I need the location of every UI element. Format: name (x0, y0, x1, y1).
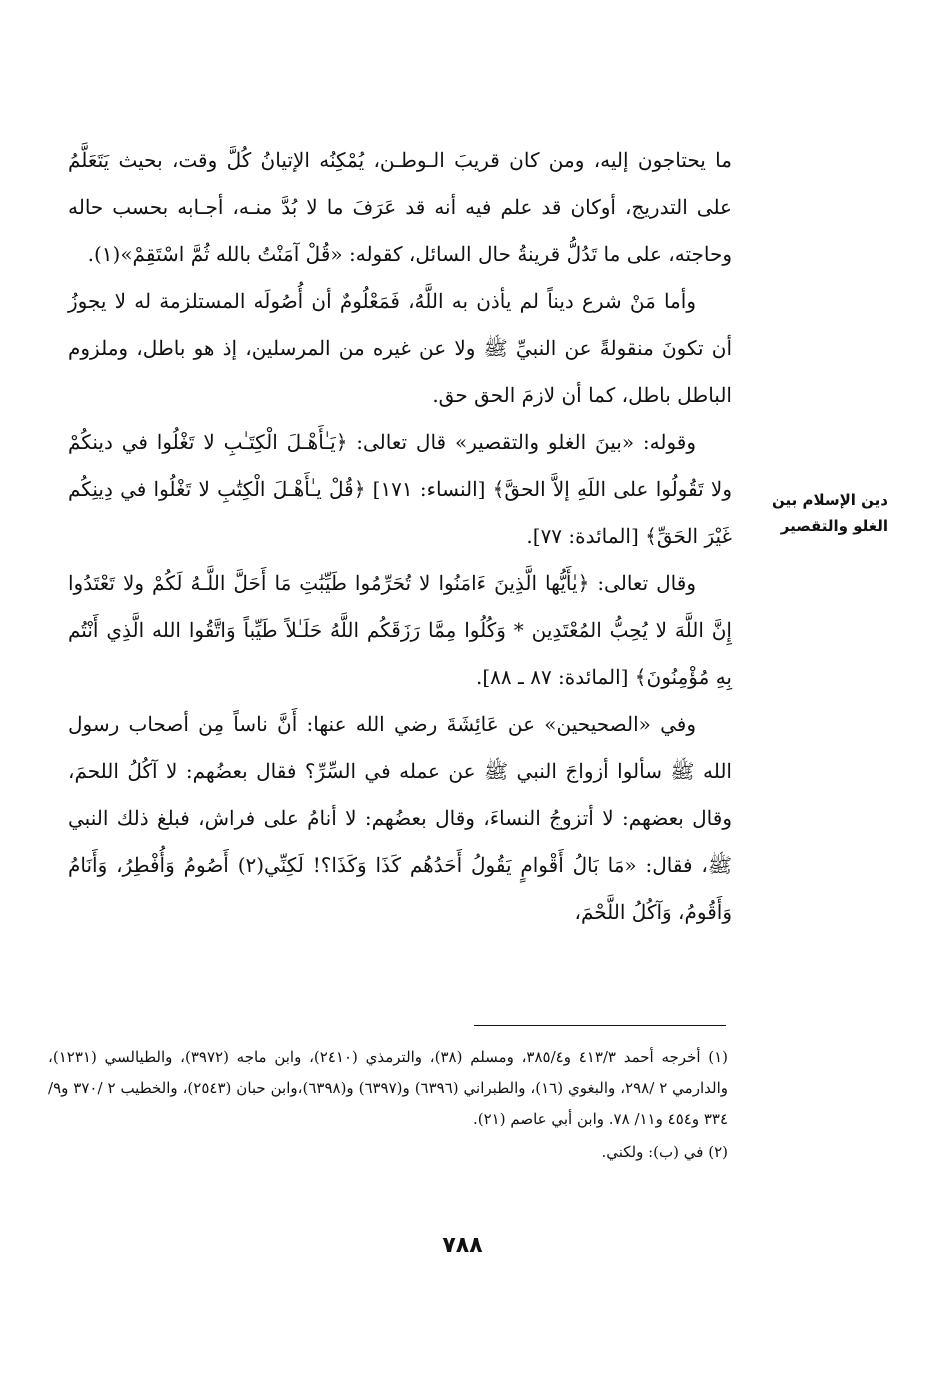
footnote-divider (474, 1025, 726, 1026)
paragraph-4: وقال تعالى: ﴿يٰأَيُّها الَّذِينَ ءَامَنُوا لا تُحَرِّمُوا طَيِّبَٰتِ مَا أَحَلَّ اللَّـهُ لَكُمْ ولا تَعْتَدُوا إِنَّ اللَّهَ لا يُحِبُّ المُعْتَدِين * وَكُلُوا مِمَّا رَزَقَكُم اللَّهُ حَلَـٰلاً طَيِّباً وَاتَّقُوا الله الَّذِي أَنْتُم بِهِ مُؤْمِنُونَ﴾ [المائدة: ٨٧ ـ ٨٨]. (68, 571, 732, 689)
page-number: ٧٨٨ (442, 1233, 483, 1258)
margin-heading: دين الإسلام بين الغلو والتقصير (772, 491, 888, 535)
paragraph-3: وقوله: «بينَ الغلو والتقصير» قال تعالى: ﴿يَـٰأَهْـلَ الْكِتَـٰبِ لا تَغْلُوا في دينكُمْ ولا تَقُولُوا على اللَهِ إلاَّ الحقَّ﴾ [النساء: ١٧١] ﴿قُلْ يـٰأَهْـلَ الْكِتَٰبِ لا تَغْلُوا في دِينِكُم غَيْرَ الحَقِّ﴾ [المائدة: ٧٧]. (68, 430, 732, 548)
footnote-2: (٢) في (ب): ولكني. (601, 1143, 728, 1161)
paragraph-1: ما يحتاجون إليه، ومن كان قريبَ الـوطـن، يُمْكِنُه الإتيانُ كُلَّ وقت، بحيث يَتَعَلَّمُ على التدريج، أوكان قد علم فيه أنه قد عَرَفَ ما لا بُدَّ منـه، أجـابه بحسب حاله وحاجته، على ما تَدُلُّ قرينةُ حال السائل، كقوله: «قُلْ آمَنْتُ بالله ثُمَّ اسْتَقِمْ»(١). (68, 148, 732, 266)
paragraph-2: وأما مَنْ شرع ديناً لم يأذن به اللَّهُ، فَمَعْلُومٌ أن أُصُولَه المستلزمة له لا يجوزُ أن تكونَ منقولةً عن النبيِّ ﷺ ولا عن غيره من المرسلين، إذ هو باطل، وملزوم الباطل باطل، كما أن لازمَ الحق حق. (68, 289, 732, 407)
main-text (68, 137, 732, 936)
footnote-1: (١) أخرجه أحمد ٤١٣/٣ و٣٨٥/٤، ومسلم (٣٨)، والترمذي (٢٤١٠)، وابن ماجه (٣٩٧٢)، والطيالسي (١٢٣١)، والدارمي ٢ /٢٩٨، والبغوي (١٦)، والطبراني (٦٣٩٦) و(٦٣٩٧) و(٦٣٩٨)،وابن حبان (٢٥٤٣)، والخطيب ٢ /٣٧٠ و٩/ ٣٣٤ و٤٥٤ و١١/ ٧٨. وابن أبي عاصم (٢١). (48, 1048, 729, 1128)
footnotes (48, 1042, 728, 1168)
paragraph-5: وفي «الصحيحين» عن عَائِشَةَ رضي الله عنها: أَنَّ ناساً مِن أصحاب رسول الله ﷺ سألوا أزواجَ النبي ﷺ عن عمله في السِّرِّ؟ فقال بعضُهم: لا آكُلُ اللحمَ، وقال بعضهم: لا أتزوجُ النساءَ، وقال بعضُهم: لا أنامُ على فراش، فبلغ ذلك النبي ﷺ، فقال: «مَا بَالُ أَقْوامٍ يَقُولُ أَحَدُهُم كَذَا وَكَذَا؟! لَكِنِّي(٢) أَصُومُ وَأُفْطِرُ، وَأَنَامُ وَأَقُومُ، وَآكُلُ اللَّحْمَ، (68, 712, 732, 924)
